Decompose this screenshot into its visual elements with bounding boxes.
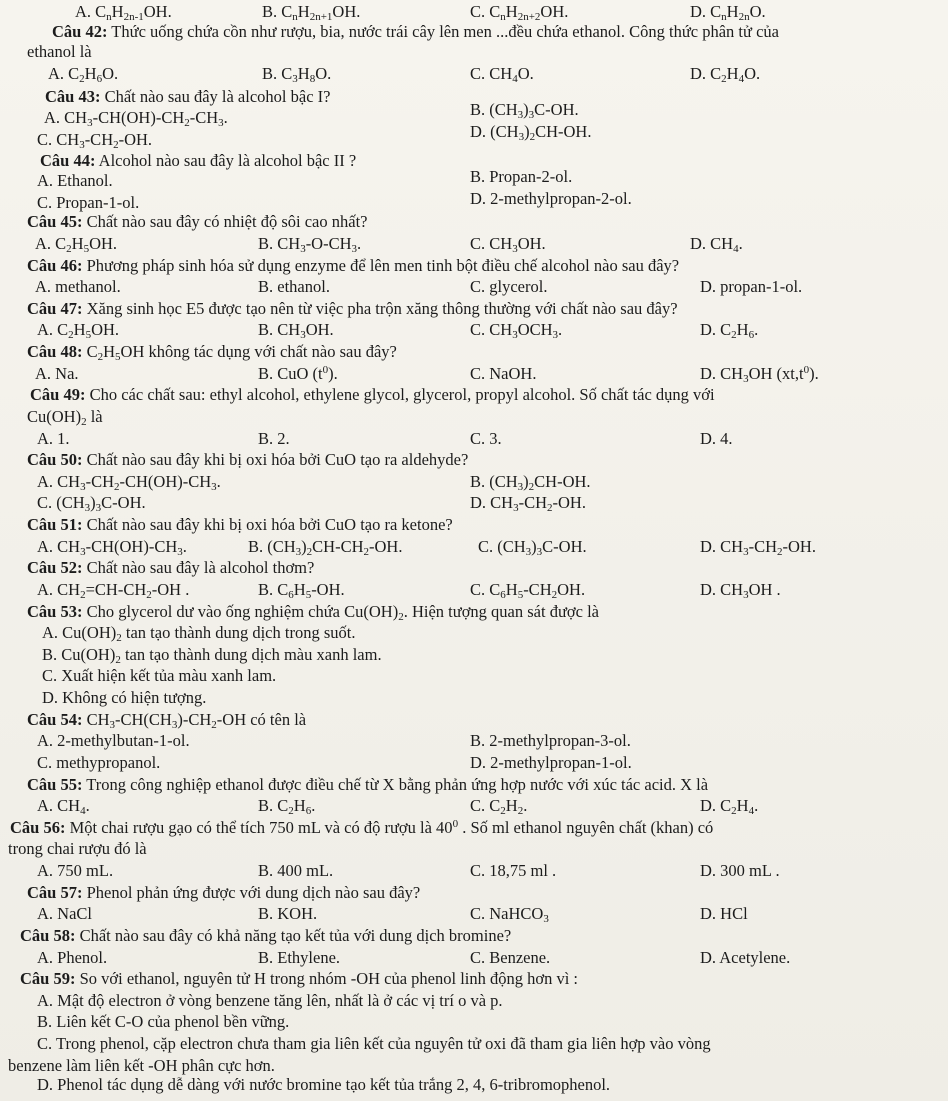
- answer-option: A. Ethanol.: [37, 171, 113, 190]
- line-text: D. Không có hiện tượng.: [42, 688, 207, 707]
- answer-option: C. glycerol.: [470, 277, 548, 296]
- line-text: Chất nào sau đây khi bị oxi hóa bởi CuO tạo ra ketone?: [82, 515, 453, 534]
- question-number: Câu 57:: [27, 883, 83, 902]
- line-text: C. Xuất hiện kết tủa màu xanh lam.: [42, 666, 277, 685]
- answer-option: C. NaOH.: [470, 364, 537, 383]
- text-line: [42, 688, 206, 708]
- answer-option: D. $CH_4$.: [690, 234, 743, 255]
- line-text: ethanol là: [27, 42, 92, 61]
- answer-option: B. 400 mL.: [258, 861, 334, 880]
- answer-option: A. 2-methylbutan-1-ol.: [37, 731, 190, 750]
- question-stem: [20, 969, 578, 989]
- question-number: Câu 55:: [27, 775, 83, 794]
- question-number: Câu 46:: [27, 256, 83, 275]
- question-number: Câu 44:: [40, 151, 96, 170]
- answer-option: A. 750 mL.: [37, 861, 114, 880]
- line-text: A. $Cu(OH)_2$ tan tạo thành dung dịch trong suốt.: [42, 623, 356, 644]
- question-stem: [27, 342, 397, 362]
- question-number: Câu 47:: [27, 299, 83, 318]
- question-number: Câu 50:: [27, 450, 83, 469]
- question-number: Câu 48:: [27, 342, 83, 361]
- answer-option: B. Propan-2-ol.: [470, 167, 573, 186]
- line-text: $Cu(OH)_2$ là: [27, 407, 103, 428]
- answer-option: A. Na.: [35, 364, 79, 383]
- answer-option: C. methypropanol.: [37, 753, 161, 772]
- question-number: Câu 58:: [20, 926, 76, 945]
- question-stem: [27, 256, 679, 276]
- question-stem: [27, 775, 708, 795]
- answer-option: B. $CH_3OH$.: [258, 320, 334, 341]
- answer-option: C. $C_6H_5-CH_2OH$.: [470, 580, 586, 601]
- answer-option: A. 1.: [37, 429, 70, 448]
- answer-option: A. $C_2H_5OH$.: [37, 320, 120, 341]
- question-number: Câu 59:: [20, 969, 76, 988]
- line-text: Thức uống chứa cồn như rượu, bia, nước trái cây lên men ...đều chứa ethanol. Công thức phân tử của: [107, 22, 779, 41]
- answer-option: D. $CH_3OH$ .: [700, 580, 781, 601]
- text-line: [27, 42, 92, 62]
- answer-option: B. $C_3H_8O$.: [262, 64, 332, 85]
- answer-option: B. $C_nH_{2n+1}OH$.: [262, 2, 361, 23]
- question-stem: [27, 558, 314, 578]
- text-line: [8, 1056, 275, 1076]
- answer-option: B. $C_2H_6$.: [258, 796, 316, 817]
- question-stem: [10, 818, 713, 838]
- question-stem: [27, 710, 306, 730]
- answer-option: A. $CH_3-CH(OH)-CH_2-CH_3$.: [44, 108, 228, 129]
- answer-option: D. $(CH_3)_2CH-OH$.: [470, 122, 592, 143]
- answer-option: D. $C_2H_6$.: [700, 320, 759, 341]
- line-text: $C_2H_5OH$ không tác dụng với chất nào sau đây?: [82, 342, 397, 363]
- line-text: Chất nào sau đây có nhiệt độ sôi cao nhất?: [82, 212, 368, 231]
- answer-option: C. Benzene.: [470, 948, 551, 967]
- line-text: A. Mật độ electron ở vòng benzene tăng lên, nhất là ở các vị trí o và p.: [37, 991, 503, 1010]
- answer-option: C. Propan-1-ol.: [37, 193, 140, 212]
- answer-option: A. $C_nH_{2n-1}OH$.: [75, 2, 172, 23]
- answer-option: A. $C_2H_5OH$.: [35, 234, 118, 255]
- line-text: So với ethanol, nguyên tử H trong nhóm -OH của phenol linh động hơn vì :: [75, 969, 579, 988]
- question-stem: [52, 22, 779, 42]
- line-text: Xăng sinh học E5 được tạo nên từ việc pha trộn xăng thông thường với chất nào sau đây?: [82, 299, 678, 318]
- answer-option: B. Ethylene.: [258, 948, 341, 967]
- answer-option: D. propan-1-ol.: [700, 277, 803, 296]
- answer-option: C. $CH_3OCH_3$.: [470, 320, 563, 341]
- answer-option: B. ethanol.: [258, 277, 330, 296]
- line-text: C. Trong phenol, cặp electron chưa tham gia liên kết của nguyên tử oxi đã tham gia liên hợp vào vòng: [37, 1034, 711, 1053]
- line-text: Một chai rượu gạo có thể tích 750 mL và có độ rượu là $40^0$ . Số ml ethanol nguyên chất (khan) có: [65, 818, 714, 837]
- text-line: [27, 407, 103, 427]
- answer-option: A. NaCl: [37, 904, 92, 923]
- question-number: Câu 42:: [52, 22, 108, 41]
- answer-option: C. $C_nH_{2n+2}OH$.: [470, 2, 569, 23]
- question-number: Câu 45:: [27, 212, 83, 231]
- answer-option: D. $C_2H_4$.: [700, 796, 759, 817]
- text-line: [37, 1075, 610, 1095]
- answer-option: D. $C_2H_4O$.: [690, 64, 761, 85]
- question-number: Câu 53:: [27, 602, 83, 621]
- answer-option: B. 2-methylpropan-3-ol.: [470, 731, 631, 750]
- question-number: Câu 49:: [30, 385, 86, 404]
- line-text: Cho các chất sau: ethyl alcohol, ethylene glycol, glycerol, propyl alcohol. Số chất tác dụng với: [85, 385, 715, 404]
- text-line: [37, 1034, 711, 1054]
- line-text: Trong công nghiệp ethanol được điều chế từ X bằng phản ứng hợp nước với xúc tác acid. X là: [82, 775, 709, 794]
- answer-option: B. CuO $(t^0)$.: [258, 364, 338, 383]
- answer-option: D. Acetylene.: [700, 948, 791, 967]
- answer-option: B. $C_6H_5-OH$.: [258, 580, 345, 601]
- question-number: Câu 43:: [45, 87, 101, 106]
- answer-option: D. $CH_3OH$ $(xt,t^0)$.: [700, 364, 819, 385]
- question-stem: [27, 450, 468, 470]
- line-text: Alcohol nào sau đây là alcohol bậc II ?: [95, 151, 357, 170]
- line-text: Phương pháp sinh hóa sử dụng enzyme để lên men tinh bột điều chế alcohol nào sau đây?: [82, 256, 680, 275]
- answer-option: B. $CH_3-O-CH_3$.: [258, 234, 362, 255]
- answer-option: A. $CH_3-CH(OH)-CH_3$.: [37, 537, 187, 558]
- question-stem: [45, 87, 330, 107]
- line-text: benzene làm liên kết -OH phân cực hơn.: [8, 1056, 275, 1075]
- answer-option: C. $(CH_3)_3C-OH$.: [37, 493, 146, 514]
- answer-option: D. 300 mL .: [700, 861, 780, 880]
- line-text: Phenol phản ứng được với dung dịch nào sau đây?: [82, 883, 421, 902]
- line-text: Chất nào sau đây có khả năng tạo kết tủa với dung dịch bromine?: [75, 926, 512, 945]
- answer-option: A. methanol.: [35, 277, 121, 296]
- question-number: Câu 51:: [27, 515, 83, 534]
- answer-option: D. $C_nH_{2n}O$.: [690, 2, 766, 23]
- text-line: [37, 1012, 289, 1032]
- answer-option: A. $CH_4$.: [37, 796, 90, 817]
- question-stem: [20, 926, 511, 946]
- line-text: $CH_3-CH(CH_3)-CH_2-OH$ có tên là: [82, 710, 307, 731]
- line-text: Chất nào sau đây là alcohol bậc I?: [100, 87, 331, 106]
- answer-option: D. $CH_3-CH_2-OH$.: [470, 493, 586, 514]
- text-line: [37, 991, 503, 1011]
- line-text: Cho glycerol dư vào ống nghiệm chứa $Cu(OH)_2$. Hiện tượng quan sát được là: [82, 602, 599, 623]
- question-stem: [27, 602, 599, 622]
- question-number: Câu 52:: [27, 558, 83, 577]
- question-stem: [30, 385, 715, 405]
- text-line: [42, 645, 382, 665]
- answer-option: D. 2-methylpropan-2-ol.: [470, 189, 632, 208]
- question-stem: [27, 212, 367, 232]
- line-text: trong chai rượu đó là: [8, 839, 147, 858]
- answer-option: B. KOH.: [258, 904, 318, 923]
- answer-option: B. $(CH_3)_3C-OH$.: [470, 100, 579, 121]
- answer-option: C. $CH_4O$.: [470, 64, 534, 85]
- answer-option: D. 4.: [700, 429, 733, 448]
- question-number: Câu 56:: [10, 818, 66, 837]
- answer-option: B. 2.: [258, 429, 290, 448]
- answer-option: D. $CH_3-CH_2-OH$.: [700, 537, 816, 558]
- text-line: [8, 839, 147, 859]
- line-text: B. Liên kết C-O của phenol bền vững.: [37, 1012, 290, 1031]
- question-stem: [27, 515, 453, 535]
- answer-option: C. 3.: [470, 429, 502, 448]
- answer-option: A. Phenol.: [37, 948, 108, 967]
- answer-option: A. $C_2H_6O$.: [48, 64, 119, 85]
- answer-option: C. $CH_3-CH_2-OH$.: [37, 130, 153, 151]
- answer-option: C. $C_2H_2$.: [470, 796, 528, 817]
- answer-option: B. $(CH_3)_2CH-CH_2-OH$.: [248, 537, 403, 558]
- line-text: B. $Cu(OH)_2$ tan tạo thành dung dịch màu xanh lam.: [42, 645, 382, 666]
- question-stem: [40, 151, 356, 171]
- text-line: [42, 666, 276, 686]
- question-number: Câu 54:: [27, 710, 83, 729]
- answer-option: D. 2-methylpropan-1-ol.: [470, 753, 632, 772]
- answer-option: C. 18,75 ml .: [470, 861, 557, 880]
- answer-option: A. $CH_3-CH_2-CH(OH)-CH_3$.: [37, 472, 221, 493]
- answer-option: B. $(CH_3)_2CH-OH$.: [470, 472, 591, 493]
- line-text: Chất nào sau đây khi bị oxi hóa bởi CuO tạo ra aldehyde?: [82, 450, 469, 469]
- line-text: D. Phenol tác dụng dễ dàng với nước bromine tạo kết tủa trắng 2, 4, 6-tribromophenol.: [37, 1075, 611, 1094]
- question-stem: [27, 299, 678, 319]
- text-line: [42, 623, 355, 643]
- answer-option: D. HCl: [700, 904, 748, 923]
- question-stem: [27, 883, 420, 903]
- answer-option: C. $(CH_3)_3C-OH$.: [478, 537, 587, 558]
- answer-option: A. $CH_2=CH-CH_2-OH$ .: [37, 580, 190, 601]
- answer-option: C. NaHCO$_3$: [470, 904, 549, 925]
- answer-option: C. $CH_3OH$.: [470, 234, 546, 255]
- line-text: Chất nào sau đây là alcohol thơm?: [82, 558, 315, 577]
